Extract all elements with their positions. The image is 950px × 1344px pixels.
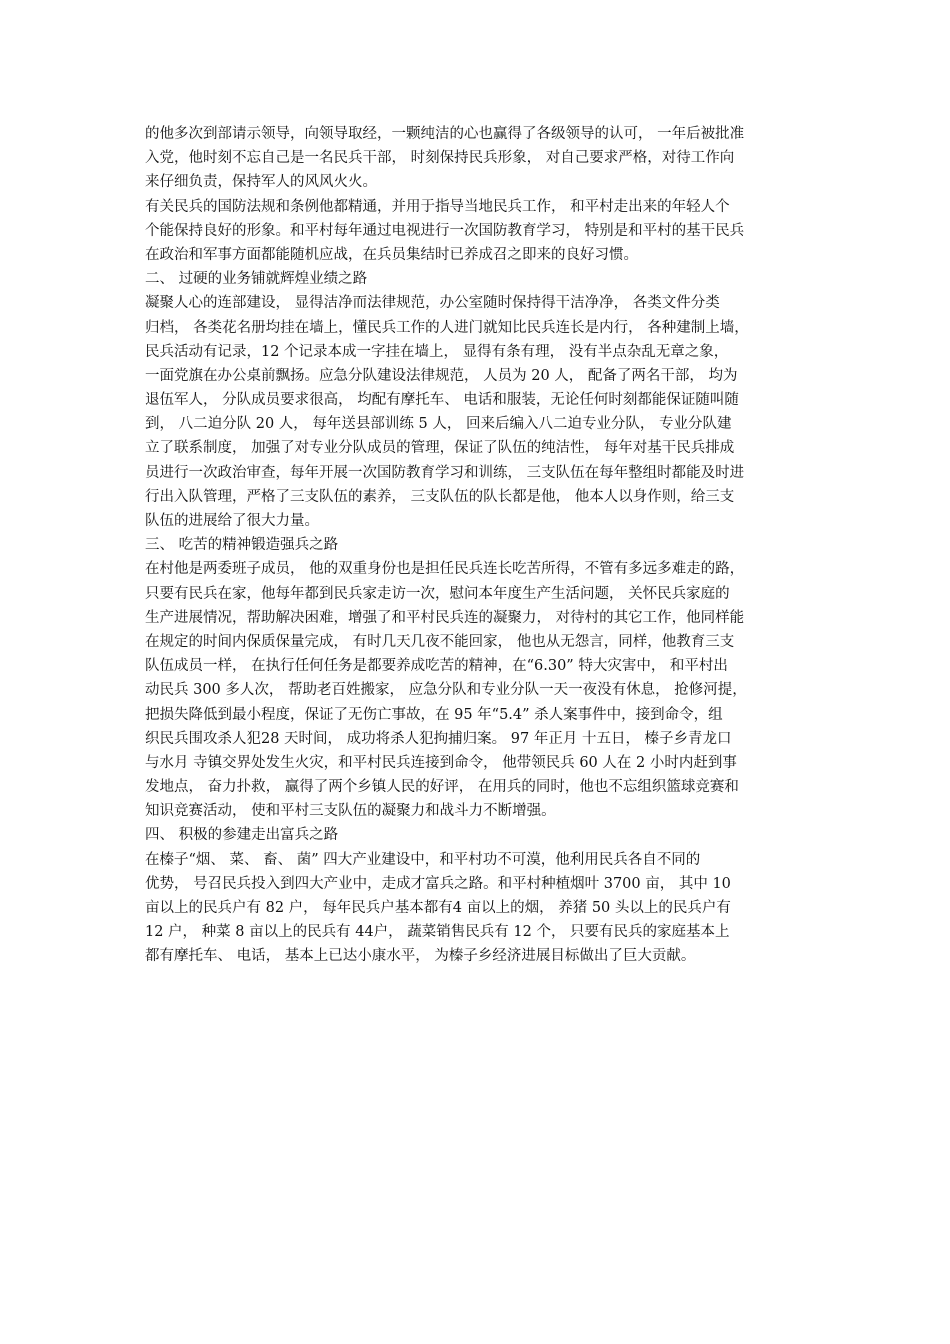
body-line: 都有摩托车、 电话， 基本上已达小康水平， 为榛子乡经济进展目标做出了巨大贡献。 — [145, 948, 696, 965]
body-line: 立了联系制度， 加强了对专业分队成员的管理，保证了队伍的纯洁性， 每年对基干民兵排成 — [145, 440, 735, 457]
body-line: 来仔细负责，保持军人的风风火火。 — [145, 174, 377, 191]
body-line: 归档， 各类花名册均挂在墙上，懂民兵工作的人进门就知比民兵连长是内行， 各种建制上墙， — [145, 319, 749, 336]
body-line: 退伍军人， 分队成员要求很高， 均配有摩托车、 电话和服装，无论任何时刻都能保证随叫随 — [145, 392, 739, 409]
body-line: 织民兵围攻杀人犯28 天时间， 成功将杀人犯拘捕归案。 97 年正月 十五日， 榛子乡青龙口 — [145, 730, 732, 747]
body-line: 在规定的时间内保质保量完成， 有时几天几夜不能回家， 他也从无怨言，同样，他教育三支 — [145, 633, 735, 650]
body-line: 只要有民兵在家，他每年都到民兵家走访一次，慰问本年度生产生活问题， 关怀民兵家庭的 — [145, 585, 730, 602]
body-line: 知识竞赛活动， 使和平村三支队伍的凝聚力和战斗力不断增强。 — [145, 803, 556, 820]
body-line: 在榛子“烟、 菜、 畜、 菌” 四大产业建设中，和平村功不可漠，他利用民兵各自不同的 — [145, 851, 701, 868]
section-heading-4: 四、 积极的参建走出富兵之路 — [145, 827, 339, 844]
document-body — [145, 122, 815, 969]
body-line: 有关民兵的国防法规和条例他都精通，并用于指导当地民兵工作， 和平村走出来的年轻人个 — [145, 198, 730, 215]
body-line: 行出入队管理，严格了三支队伍的素养， 三支队伍的队长都是他， 他本人以身作则，给三支 — [145, 488, 735, 505]
body-line: 动民兵 300 多人次， 帮助老百姓搬家， 应急分队和专业分队一天一夜没有休息， 抢修河提， — [145, 682, 747, 699]
body-line: 入党，他时刻不忘自己是一名民兵干部， 时刻保持民兵形象， 对自己要求严格，对待工作向 — [145, 150, 735, 167]
body-line: 队伍成员一样， 在执行任何任务是都要养成吃苦的精神，在“6.30” 特大灾害中， 和平村出 — [145, 658, 728, 675]
body-line: 发地点， 奋力扑救， 赢得了两个乡镇人民的好评， 在用兵的同时，他也不忘组织篮球竞赛和 — [145, 779, 739, 796]
body-line: 优势， 号召民兵投入到四大产业中，走成才富兵之路。和平村种植烟叶 3700 亩， 其中 10 — [145, 875, 731, 892]
section-heading-2: 二、 过硬的业务铺就辉煌业绩之路 — [145, 271, 368, 288]
body-line: 民兵活动有记录，12 个记录本成一字挂在墙上， 显得有条有理， 没有半点杂乱无章之象， — [145, 343, 729, 360]
body-line: 生产进展情况，帮助解决困难，增强了和平村民兵连的凝聚力， 对待村的其它工作，他同样能 — [145, 609, 745, 626]
body-line: 一面党旗在办公桌前飘扬。应急分队建设法律规范， 人员为 20 人， 配备了两名干部， 均为 — [145, 367, 738, 384]
body-line: 到， 八二迫分队 20 人， 每年送县部训练 5 人， 回来后编入八二迫专业分队， 专业分队建 — [145, 416, 732, 433]
body-line: 个能保持良好的形象。和平村每年通过电视进行一次国防教育学习， 特别是和平村的基干民兵 — [145, 222, 745, 239]
body-line: 与水月 寺镇交界处发生火灾，和平村民兵连接到命令， 他带领民兵 60 人在 2 小时内赶到事 — [145, 754, 737, 771]
body-line: 的他多次到部请示领导，向领导取经，一颗纯洁的心也赢得了各级领导的认可， 一年后被批准 — [145, 126, 745, 142]
body-line: 凝聚人心的连部建设， 显得洁净而法律规范，办公室随时保持得干洁净净， 各类文件分类 — [145, 295, 720, 312]
body-line: 在政治和军事方面都能随机应战，在兵员集结时已养成召之即来的良好习惯。 — [145, 246, 638, 263]
section-heading-3: 三、 吃苦的精神锻造强兵之路 — [145, 537, 339, 554]
body-line: 在村他是两委班子成员， 他的双重身份也是担任民兵连长吃苦所得，不管有多远多难走的路， — [145, 561, 745, 578]
body-line: 员进行一次政治审查，每年开展一次国防教育学习和训练， 三支队伍在每年整组时都能及时进 — [145, 464, 745, 481]
body-line: 把损失降低到最小程度，保证了无伤亡事故，在 95 年“5.4” 杀人案事件中，接到命令，组 — [145, 706, 723, 723]
body-line: 队伍的进展给了很大力量。 — [145, 513, 319, 529]
body-line: 亩以上的民兵户有 82 户， 每年民兵户基本都有4 亩以上的烟， 养猪 50 头以上的民兵户有 — [145, 900, 731, 916]
body-line: 12 户， 种菜 8 亩以上的民兵有 44户， 蔬菜销售民兵有 12 个， 只要有民兵的家庭基本上 — [145, 924, 730, 941]
